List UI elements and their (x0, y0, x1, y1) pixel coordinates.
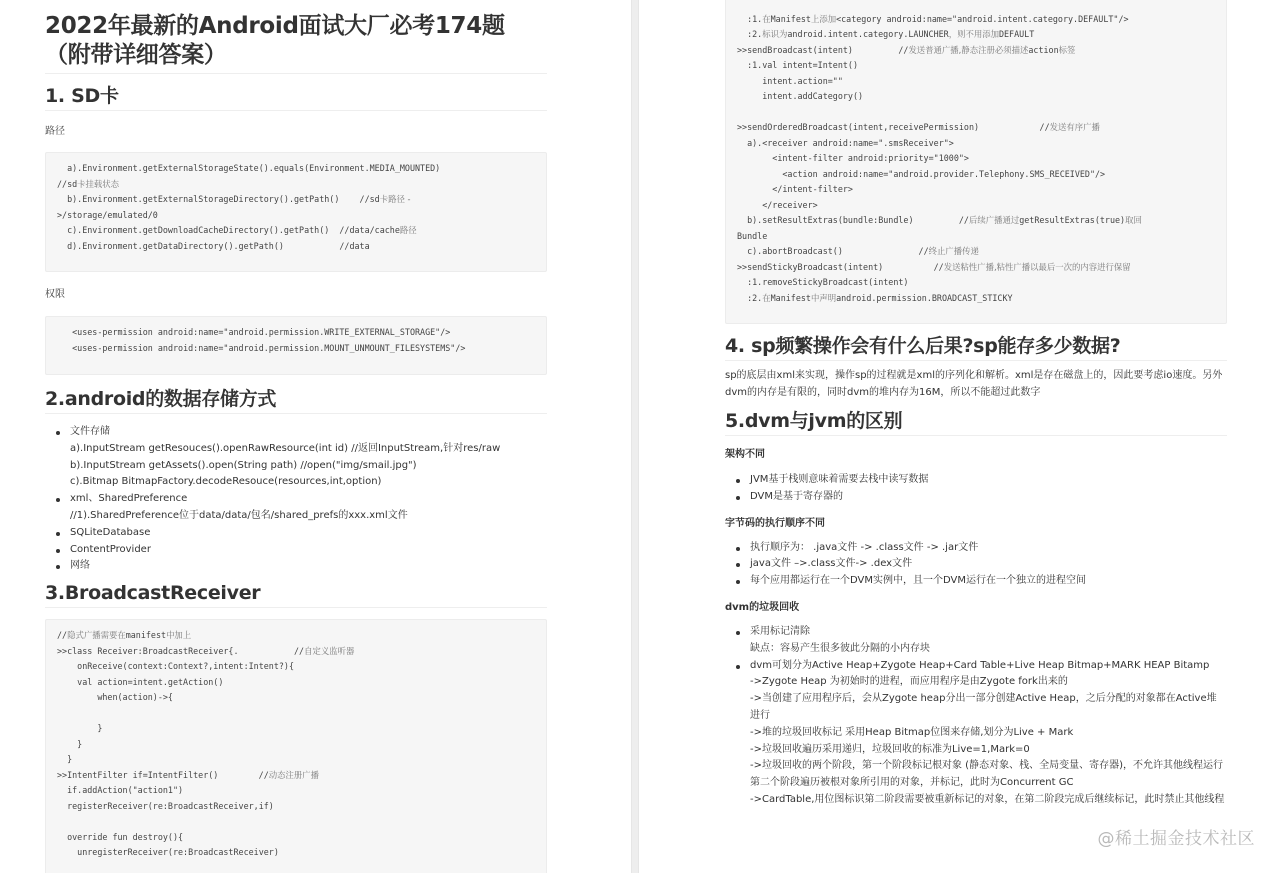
code-line: :1.在Manifest上添加<category android:name="android.intent.category.DEFAULT"/> (737, 13, 1129, 24)
section-heading-broadcast-receiver: 3.BroadcastReceiver (45, 581, 547, 608)
code-line: unregisterReceiver(re:BroadcastReceiver) (57, 847, 279, 858)
page-gutter-divider (631, 0, 639, 873)
bytecode-list (725, 540, 1227, 590)
watermark-text: @稀土掘金技术社区 (1097, 829, 1255, 849)
code-line: override fun destroy(){ (57, 831, 184, 842)
subheading-gc: dvm的垃圾回收 (725, 601, 800, 613)
left-page (0, 0, 631, 873)
code-line: >/storage/emulated/0 (57, 209, 158, 220)
path-label: 路径 (45, 126, 65, 137)
code-line: >>sendOrderedBroadcast(intent,receivePermission) //发送有序广播 (737, 122, 1100, 132)
code-line: </receiver> (737, 199, 818, 210)
code-line: </intent-filter> (737, 184, 853, 194)
code-line: :2.标识为android.intent.category.LAUNCHER，则不用添加DEFAULT (737, 29, 1035, 39)
code-line: } (57, 723, 103, 734)
right-page (639, 0, 1279, 873)
code-line: <uses-permission android:name="android.permission.MOUNT_UNMOUNT_FILESYSTEMS"/> (57, 342, 466, 353)
code-line: } (57, 754, 73, 765)
code-line: b).Environment.getExternalStorageDirectory().getPath() //sd卡路径 - (57, 194, 411, 204)
code-line: :2.在Manifest中声明android.permission.BROADCAST_STICKY (737, 292, 1013, 303)
code-line: onReceive(context:Context?,intent:Intent?){ (57, 661, 294, 672)
code-line (737, 0, 742, 8)
section-heading-storage: 2.android的数据存储方式 (45, 387, 547, 414)
code-line: <uses-permission android:name="android.permission.WRITE_EXTERNAL_STORAGE"/> (57, 327, 451, 337)
storage-list (45, 424, 547, 575)
code-line: >>class Receiver:BroadcastReceiver{. //自定义监听器 (57, 645, 355, 656)
code-line: a).Environment.getExternalStorageState().equals(Environment.MEDIA_MOUNTED) (57, 163, 441, 173)
subheading-architecture: 架构不同 (725, 449, 765, 460)
list-item: JVM基于栈则意味着需要去栈中读写数据 (725, 472, 1227, 489)
code-line: val action=intent.getAction() (57, 676, 224, 687)
code-block-broadcast-receiver (45, 619, 547, 873)
code-line: <intent-filter android:priority="1000"> (737, 153, 969, 163)
code-line: :1.removeStickyBroadcast(intent) (737, 277, 909, 287)
code-line: if.addAction("action1") (57, 785, 184, 796)
code-line: a).<receiver android:name=".smsReceiver"> (737, 137, 954, 148)
architecture-list (725, 472, 1227, 506)
list-item: java文件 –>.class文件-> .dex文件 (725, 556, 1227, 573)
list-item: xml、SharedPreference //1).SharedPreference位于data/data/包名/shared_prefs的xxx.xml文件 (45, 491, 547, 525)
code-line: c).Environment.getDownloadCacheDirectory().getPath() //data/cache路径 (57, 225, 417, 235)
list-item: 采用标记清除 缺点：容易产生很多彼此分隔的小内存块 (725, 624, 1225, 658)
permission-label: 权限 (45, 289, 65, 300)
list-item: dvm可划分为Active Heap+Zygote Heap+Card Table+Live Heap Bitmap+MARK HEAP Bitamp ->Zygote Heap 为初始时的进程，而应用程序是由Zygote fork出来的 ->当创建了应用程序后，会从Zygote heap分出一部分创建Active Heap，之后分配的对象都在Active堆进行 ->堆的垃圾回收标记 采用Heap Bitmap位图来存储,划分为Live + Mark ->垃圾回收遍历采用递归，垃圾回收的标准为Live=1,Mark=0 ->垃圾回收的两个阶段，第一个阶段标记根对象 (静态对象、栈、全局变量、寄存器)，不允许其他线程运行 第二个阶段遍历被根对象所引用的对象，并标记，此时为Concurrent GC ->CardTable,用位图标识第二阶段需要被重新标记的对象，在第二阶段完成后继续标记，此时禁止其他线程 (725, 658, 1225, 809)
code-line: >>IntentFilter if=IntentFilter() //动态注册广播 (57, 769, 320, 780)
section-heading-sp: 4. sp频繁操作会有什么后果?sp能存多少数据? (725, 334, 1227, 361)
code-line: intent.addCategory() (737, 91, 864, 101)
code-line: registerReceiver(re:BroadcastReceiver,if) (57, 800, 274, 811)
gc-list (725, 624, 1225, 809)
list-item: DVM是基于寄存器的 (725, 489, 1227, 506)
list-item: 每个应用都运行在一个DVM实例中，且一个DVM运行在一个独立的进程空间 (725, 573, 1227, 590)
code-line: } (57, 738, 83, 749)
code-line: b).setResultExtras(bundle:Bundle) //后续广播通过getResultExtras(true)取回 (737, 215, 1142, 225)
section-heading-sd-card: 1. SD卡 (45, 84, 547, 111)
subheading-bytecode-order: 字节码的执行顺序不同 (725, 517, 825, 529)
left-page-content (45, 12, 547, 873)
code-line: //隐式广播需要在manifest中加上 (57, 630, 192, 641)
list-item: ContentProvider (45, 542, 547, 559)
code-block-sd-path (45, 152, 547, 272)
document-title: 2022年最新的Android面试大厂必考174题（附带详细答案） (45, 12, 547, 74)
code-block-permissions (45, 316, 547, 375)
code-line: intent.action="" (737, 75, 843, 86)
list-item: 网络 (45, 558, 547, 575)
sp-paragraph: sp的底层由xml来实现，操作sp的过程就是xml的序列化和解析。xml是存在磁盘上的，因此要考虑io速度。另外dvm的内存是有限的，同时dvm的堆内存为16M，所以不能超过此数字 (725, 370, 1223, 398)
code-line: :1.val intent=Intent() (737, 60, 859, 70)
list-item: 执行顺序为： .java文件 -> .class文件 -> .jar文件 (725, 540, 1227, 557)
section-heading-dvm-jvm: 5.dvm与jvm的区别 (725, 409, 1227, 436)
list-item: 文件存储 a).InputStream getResouces().openRawResource(int id) //返回InputStream,针对res/raw b).InputStream getAssets().open(String path) //open("img/smail.jpg") c).Bitmap BitmapFactory.decodeResouce(resources,int,option) (45, 424, 547, 491)
code-line: >>sendBroadcast(intent) //发送普通广播,静态注册必须描述action标签 (737, 44, 1076, 55)
right-page-content (725, 0, 1227, 809)
code-line: d).Environment.getDataDirectory().getPath() //data (57, 240, 370, 251)
code-line: //sd卡挂载状态 (57, 178, 120, 189)
code-line: when(action)->{ (57, 692, 173, 703)
code-line: Bundle (737, 230, 768, 241)
code-line: c).abortBroadcast() //终止广播传递 (737, 246, 979, 256)
code-block-send-broadcast (725, 0, 1227, 324)
list-item: SQLiteDatabase (45, 525, 547, 542)
code-line: <action android:name="android.provider.Telephony.SMS_RECEIVED"/> (737, 168, 1106, 179)
code-line: >>sendStickyBroadcast(intent) //发送粘性广播,粘性广播以最后一次的内容进行保留 (737, 261, 1131, 272)
